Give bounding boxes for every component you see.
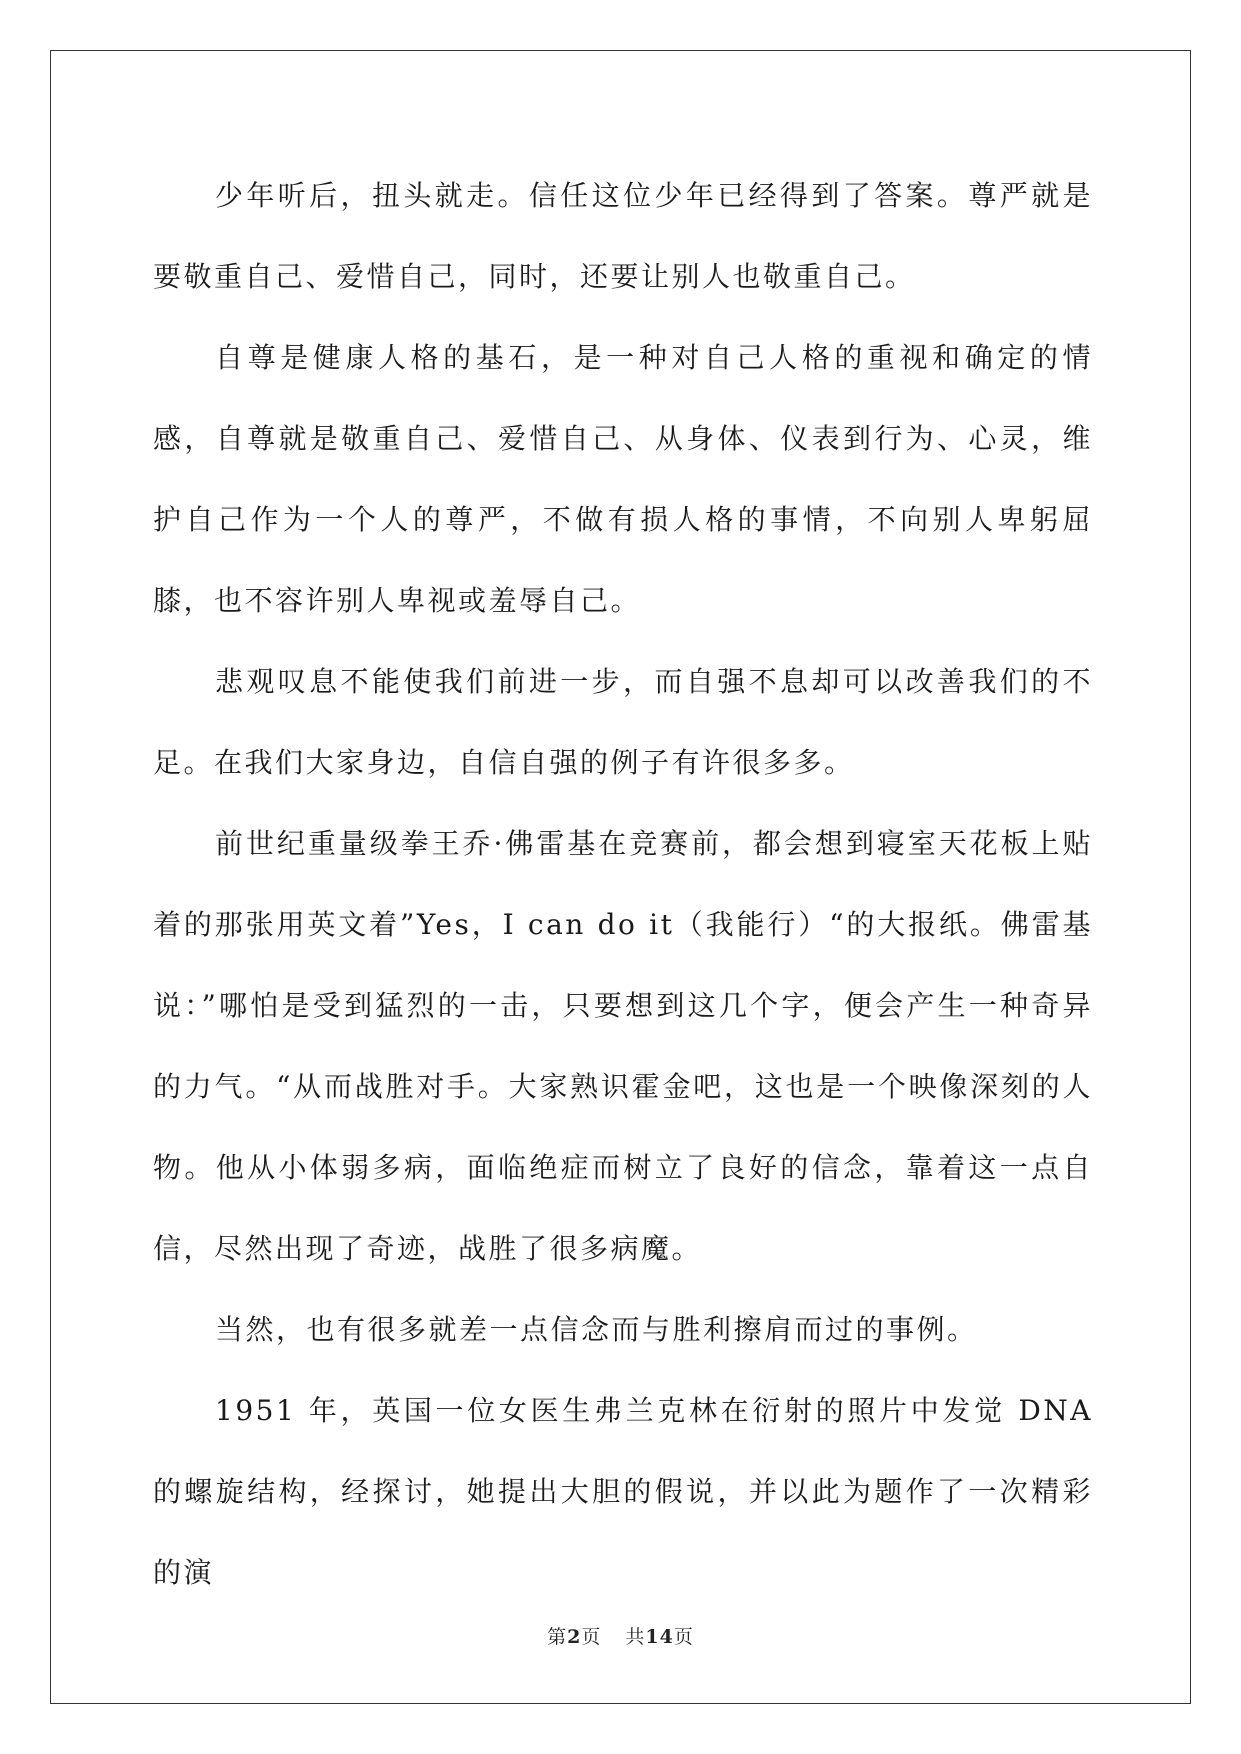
page-number: 2 xyxy=(567,1626,582,1648)
paragraph: 前世纪重量级拳王乔·佛雷基在竞赛前，都会想到寝室天花板上贴着的那张用英文着”Yes，I can do it（我能行）“的大报纸。佛雷基说：”哪怕是受到猛烈的一击，只要想到这几个字，便会产生一种奇异的力气。“从而战胜对手。大家熟识霍金吧，这也是一个映像深刻的人物。他从小体弱多病，面临绝症而树立了良好的信念，靠着这一点自信，尽然出现了奇迹，战胜了很多病魔。 xyxy=(153,827,1093,1265)
paragraph: 1951 年，英国一位女医生弗兰克林在衍射的照片中发觉 DNA 的螺旋结构，经探讨，她提出大胆的假说，并以此为题作了一次精彩的演 xyxy=(153,1394,1093,1589)
paragraph: 悲观叹息不能使我们前进一步，而自强不息却可以改善我们的不足。在我们大家身边，自信自强的例子有许很多多。 xyxy=(153,665,1093,779)
total-suffix: 页 xyxy=(673,1626,694,1648)
paragraph: 少年听后，扭头就走。信任这位少年已经得到了答案。尊严就是要敬重自己、爱惜自己，同时，还要让别人也敬重自己。 xyxy=(153,179,1093,293)
document-body xyxy=(153,155,1093,1613)
paragraph: 当然，也有很多就差一点信念而与胜利擦肩而过的事例。 xyxy=(215,1313,978,1346)
total-pages: 14 xyxy=(645,1626,674,1648)
total-prefix: 共 xyxy=(625,1626,646,1648)
page-suffix: 页 xyxy=(581,1626,602,1648)
paragraph: 自尊是健康人格的基石，是一种对自己人格的重视和确定的情感，自尊就是敬重自己、爱惜自己、从身体、仪表到行为、心灵，维护自己作为一个人的尊严，不做有损人格的事情，不向别人卑躬屈膝，也不容许别人卑视或羞辱自己。 xyxy=(153,341,1093,617)
page-prefix: 第 xyxy=(547,1626,568,1648)
page-footer xyxy=(0,1622,1241,1649)
